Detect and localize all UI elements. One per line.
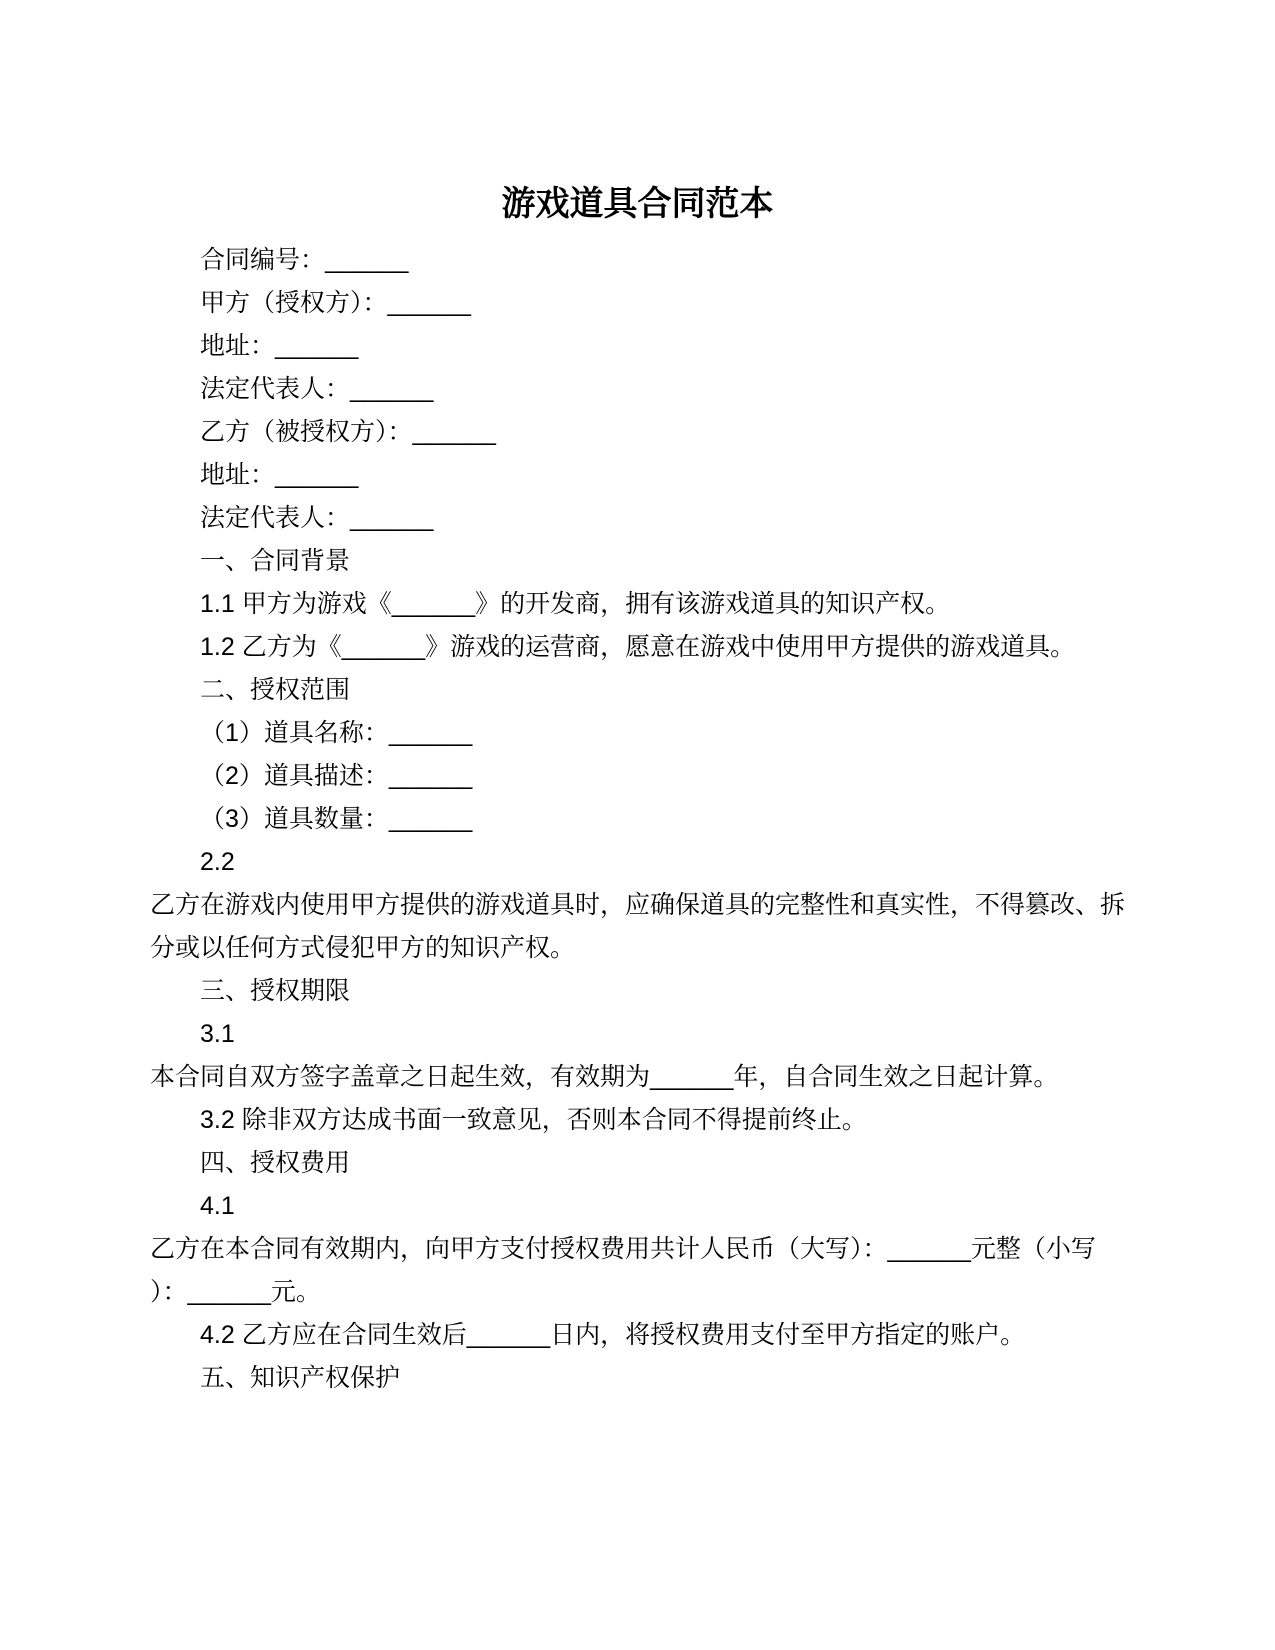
line-party-b-representative: 法定代表人：______ — [200, 504, 434, 532]
document-title: 游戏道具合同范本 — [501, 185, 774, 223]
heading-section-5-ip: 五、知识产权保护 — [200, 1364, 401, 1392]
line-party-a-representative: 法定代表人：______ — [200, 375, 434, 403]
clause-4-1-number: 4.1 — [200, 1192, 235, 1220]
clause-2-2-text-line-2: 分或以任何方式侵犯甲方的知识产权。 — [150, 934, 576, 962]
clause-1-1: 1.1 甲方为游戏《______》的开发商，拥有该游戏道具的知识产权。 — [200, 590, 951, 618]
line-party-a-address: 地址：______ — [200, 332, 359, 360]
clause-3-1-number: 3.1 — [200, 1020, 235, 1048]
contract-body — [150, 239, 1125, 1400]
heading-section-1-background: 一、合同背景 — [200, 547, 351, 575]
clause-2-2-text-line-1: 乙方在游戏内使用甲方提供的游戏道具时，应确保道具的完整性和真实性，不得篡改、拆 — [150, 891, 1126, 919]
clause-4-1-text-line-2: ）：______元。 — [150, 1278, 321, 1306]
heading-section-2-scope: 二、授权范围 — [200, 676, 351, 704]
clause-3-2: 3.2 除非双方达成书面一致意见，否则本合同不得提前终止。 — [200, 1106, 867, 1134]
clause-2-2-number: 2.2 — [200, 848, 235, 876]
heading-section-3-term: 三、授权期限 — [200, 977, 351, 1005]
item-prop-description: （2）道具描述：______ — [200, 762, 473, 790]
line-contract-number: 合同编号：______ — [200, 246, 409, 274]
line-party-b-address: 地址：______ — [200, 461, 359, 489]
line-party-a: 甲方（授权方）：______ — [200, 289, 471, 317]
heading-section-4-fee: 四、授权费用 — [200, 1149, 351, 1177]
item-prop-name: （1）道具名称：______ — [200, 719, 473, 747]
item-prop-quantity: （3）道具数量：______ — [200, 805, 473, 833]
clause-4-2: 4.2 乙方应在合同生效后______日内，将授权费用支付至甲方指定的账户。 — [200, 1321, 1026, 1349]
line-party-b: 乙方（被授权方）：______ — [200, 418, 496, 446]
clause-1-2: 1.2 乙方为《______》游戏的运营商，愿意在游戏中使用甲方提供的游戏道具。 — [200, 633, 1076, 661]
clause-3-1-text: 本合同自双方签字盖章之日起生效，有效期为______年，自合同生效之日起计算。 — [150, 1063, 1059, 1091]
clause-4-1-text-line-1: 乙方在本合同有效期内，向甲方支付授权费用共计人民币（大写）：______元整（小写 — [150, 1235, 1096, 1263]
